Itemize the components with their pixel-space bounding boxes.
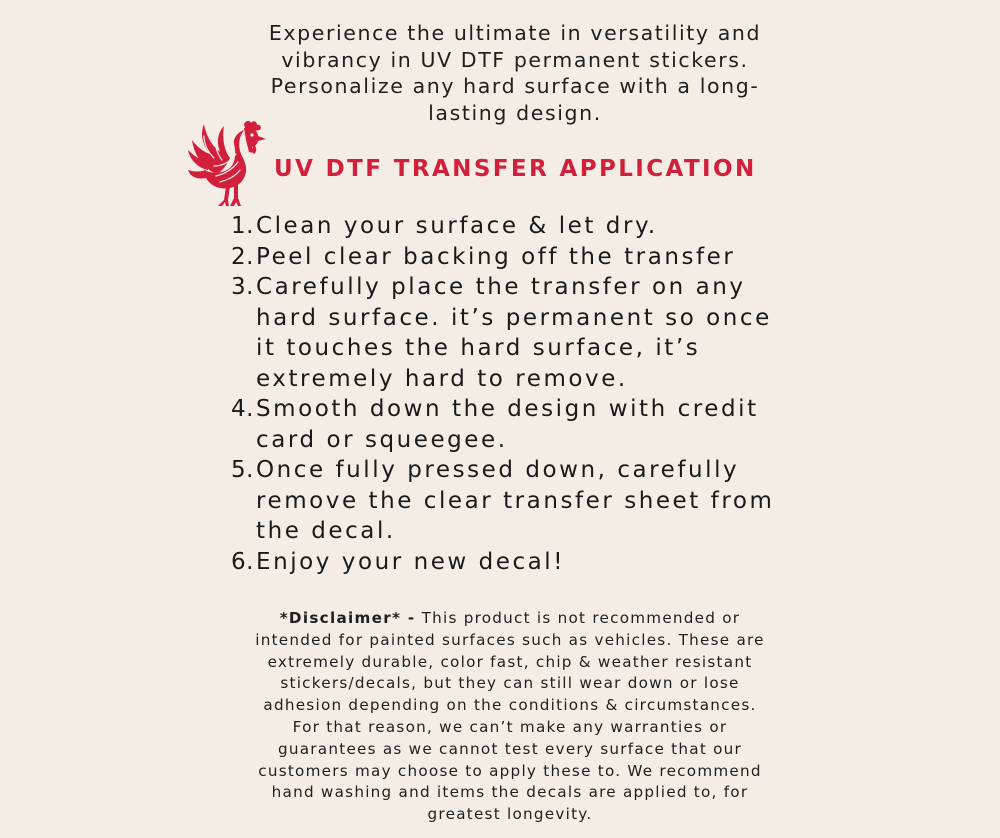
step-text: it touches the hard surface, it’s [256,335,701,361]
disclaimer-line: hand washing and items the decals are applied to, for [271,783,749,802]
step-number: 4. [231,396,254,422]
step-text: remove the clear transfer sheet from [256,487,775,514]
section-heading-row [186,118,806,210]
disclaimer-line: guarantees as we cannot test every surface that our [277,739,743,758]
disclaimer-text [210,608,810,826]
step-item [224,272,824,394]
disclaimer-label: *Disclaimer* - [279,609,416,627]
disclaimer-line: adhesion depending on the conditions & circumstances. [263,696,757,715]
step-text: card or squeegee. [256,426,508,453]
step-text: extremely hard to remove. [256,365,628,392]
step-number: 3. [231,274,254,300]
step-text: Carefully place the transfer on any [256,274,746,300]
step-text: Peel clear backing off the transfer [256,243,736,270]
disclaimer-line: intended for painted surfaces such as vehicles. These are [255,630,765,649]
step-text: the decal. [256,518,396,544]
step-text: hard surface. it’s permanent so once [256,304,772,331]
disclaimer-line [210,608,810,630]
section-heading: UV DTF TRANSFER APPLICATION [274,156,757,182]
step-item [224,242,824,273]
step-item [224,394,824,455]
intro-line: vibrancy in UV DTF permanent stickers. [281,47,749,72]
step-text: Once fully pressed down, carefully [256,457,740,483]
step-text: Enjoy your new decal! [256,548,566,575]
intro-text [215,20,815,126]
disclaimer-line: customers may choose to apply these to. We recommend [258,761,762,780]
disclaimer-line: For that reason, we can’t make any warranties or [292,717,728,736]
step-text: Smooth down the design with credit [256,396,759,422]
step-item [224,455,824,547]
step-item [224,547,824,578]
disclaimer-line: greatest longevity. [427,805,593,824]
step-number: 6. [231,548,254,575]
intro-line: Experience the ultimate in versatility and [268,21,762,45]
disclaimer-line: stickers/decals, but they can still wear down or lose [280,674,740,693]
step-item [224,211,824,242]
intro-line: lasting design. [428,100,602,125]
disclaimer-first-line: This product is not recommended or [415,609,741,627]
step-text: Clean your surface & let dry. [256,213,658,239]
step-number: 5. [231,457,254,483]
step-number: 2. [231,243,254,270]
intro-line: Personalize any hard surface with a long- [270,74,760,98]
application-steps-list [224,211,824,577]
disclaimer-line: extremely durable, color fast, chip & weather resistant [267,652,753,671]
rooster-icon [186,118,272,210]
step-number: 1. [231,213,254,239]
